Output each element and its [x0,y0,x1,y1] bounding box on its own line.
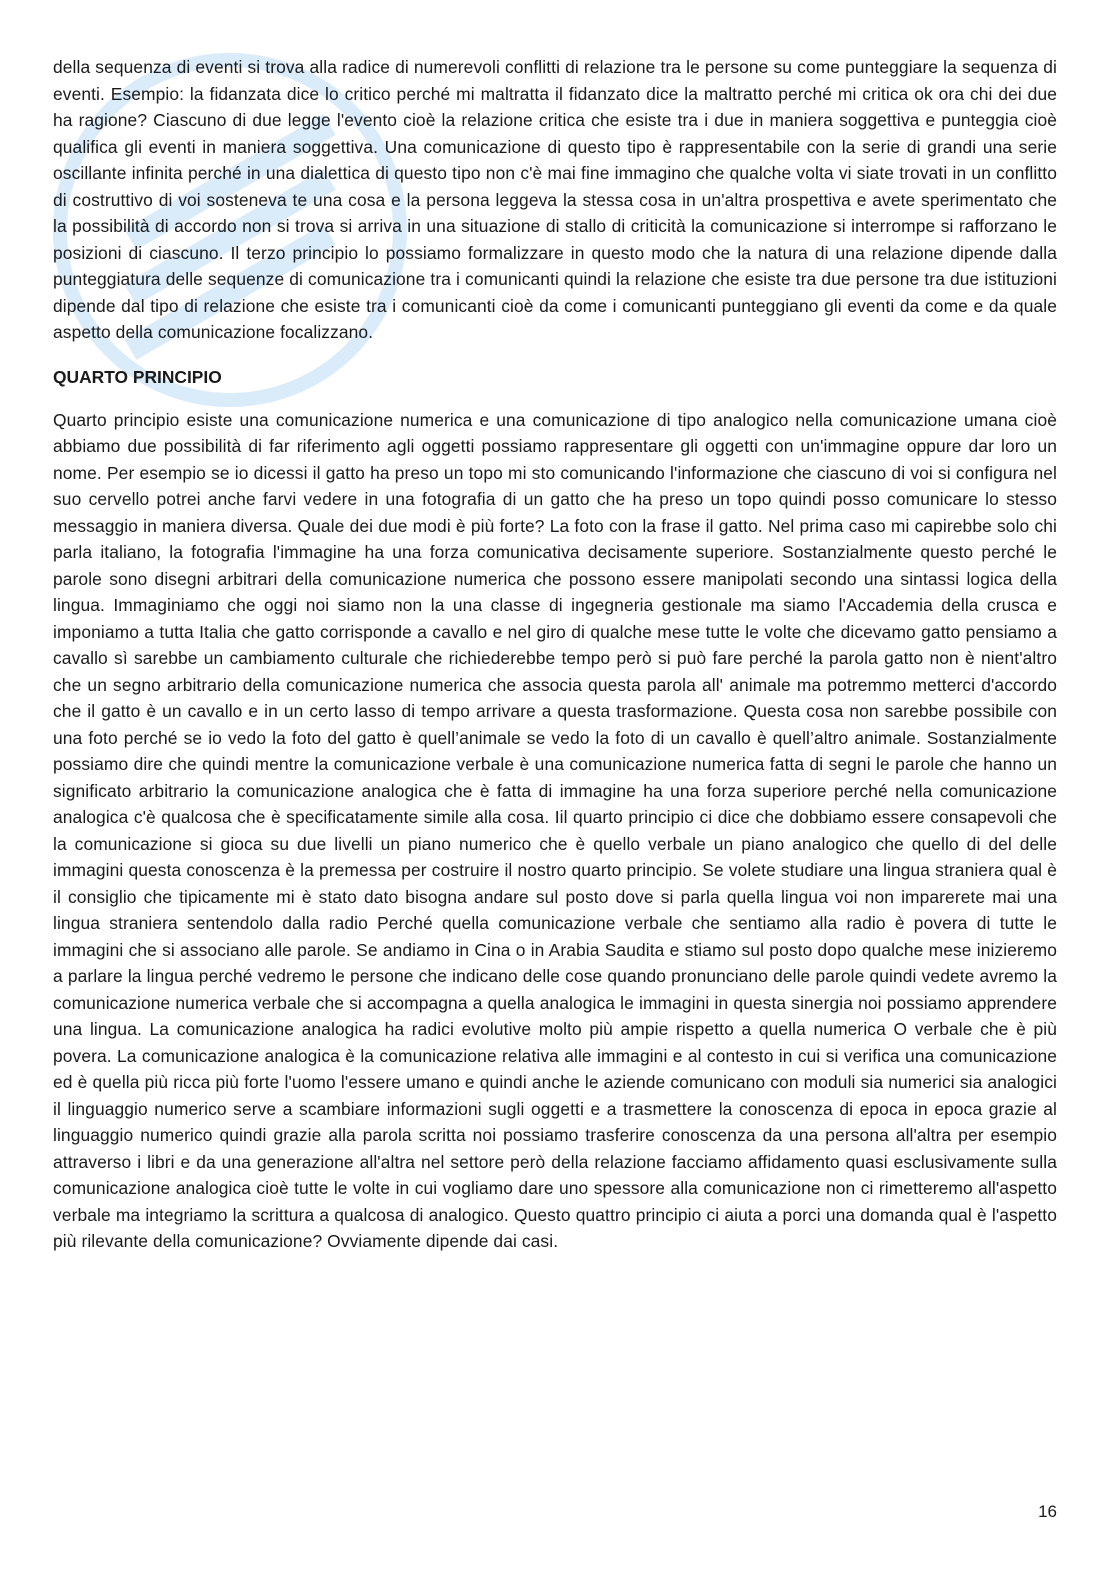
document-page [53,54,1057,1255]
page-number: 16 [1038,1502,1057,1521]
section-heading: QUARTO PRINCIPIO [53,366,222,387]
paragraph-continuation: della sequenza di eventi si trova alla radice di numerevoli conflitti di relazione tra le persone su come punteggiare la sequenza di eventi. Esempio: la fidanzata dice lo critico perché mi maltratta il fidanzato dice la maltratto perché mi critica ok ora chi dei due ha ragione? Ciascuno di due legge l'evento cioè la relazione critica che esiste tra i due in maniera soggettiva e punteggia cioè qualifica gli eventi in maniera soggettiva. Una comunicazione di questo tipo è rappresentabile con la serie di grandi una serie oscillante infinita perché in una dialettica di questo tipo non c'è mai fine immagino che qualche volta vi siate trovati in un conflitto di costruttivo di voi sosteneva te una cosa e la persona leggeva la stessa cosa in un'altra prospettiva e avete sperimentato che la possibilità di accordo non si trova si arriva in una situazione di stallo di criticità la comunicazione si interrompe si rafforzano le posizioni di ciascuno. Il terzo principio lo possiamo formalizzare in questo modo che la natura di una relazione dipende dalla punteggiatura delle sequenze di comunicazione tra i comunicanti quindi la relazione che esiste tra due persone tra due istituzioni dipende dal tipo di relazione che esiste tra i comunicanti cioè da come i comunicanti punteggiano gli eventi da come e da quale aspetto della comunicazione focalizzano. [53,57,1057,342]
paragraph-quarto-principio: Quarto principio esiste una comunicazione numerica e una comunicazione di tipo analogico nella comunicazione umana cioè abbiamo due possibilità di far riferimento agli oggetti possiamo rappresentare gli oggetti con un'immagine oppure dar loro un nome. Per esempio se io dicessi il gatto ha preso un topo mi sto comunicando l'informazione che ciascuno di voi si configura nel suo cervello potrei anche farvi vedere in una fotografia di un gatto che ha preso un topo quindi posso comunicare lo stesso messaggio in maniera diversa. Quale dei due modi è più forte? La foto con la frase il gatto. Nel prima caso mi capirebbe solo chi parla italiano, la fotografia l'immagine ha una forza comunicativa decisamente superiore. Sostanzialmente questo perché le parole sono disegni arbitrari della comunicazione numerica che possono essere manipolati secondo una sintassi logica della lingua. Immaginiamo che oggi noi siamo non la una classe di ingegneria gestionale ma siamo l'Accademia della crusca e imponiamo a tutta Italia che gatto corrisponde a cavallo e nel giro di qualche mese tutte le volte che dicevamo gatto pensiamo a cavallo sì sarebbe un cambiamento culturale che richiederebbe tempo però si può fare perché la parola gatto non è nient'altro che un segno arbitrario della comunicazione numerica che associa questa parola all' animale ma potremmo metterci d'accordo che il gatto è un cavallo e in un certo lasso di tempo arrivare a questa trasformazione. Questa cosa non sarebbe possibile con una foto perché se io vedo la foto del gatto è quell’animale se vedo la foto di un cavallo è quell’altro animale. Sostanzialmente possiamo dire che quindi mentre la comunicazione verbale è una comunicazione numerica fatta di segni le parole che hanno un significato arbitrario la comunicazione analogica che è fatta di immagine ha una forza superiore perché nella comunicazione analogica c'è qualcosa che è specificatamente simile alla cosa. Iil quarto principio ci dice che dobbiamo essere consapevoli che la comunicazione si gioca su due livelli un piano numerico che è quello verbale un piano analogico che quello di del delle immagini questa conoscenza è la premessa per costruire il nostro quarto principio. Se volete studiare una lingua straniera qual è il consiglio che tipicamente mi è stato dato bisogna andare sul posto dove si parla quella lingua voi non imparerete mai una lingua straniera sentendolo dalla radio Perché quella comunicazione verbale che sentiamo alla radio è povera di tutte le immagini che si associano alle parole. Se andiamo in Cina o in Arabia Saudita e stiamo sul posto dopo qualche mese inizieremo a parlare la lingua perché vedremo le persone che indicano delle cose quando pronunciano delle parole quindi vedete avremo la comunicazione numerica verbale che si accompagna a quella analogica le immagini in questa sinergia noi possiamo apprendere una lingua. La comunicazione analogica ha radici evolutive molto più ampie rispetto a quella numerica O verbale che è più povera. La comunicazione analogica è la comunicazione relativa alle immagini e al contesto in cui si verifica una comunicazione ed è quella più ricca più forte l'uomo l'essere umano e quindi anche le aziende comunicano con moduli sia numerici sia analogici il linguaggio numerico serve a scambiare informazioni sugli oggetti e a trasmettere la conoscenza di epoca in epoca grazie al linguaggio numerico quindi grazie alla parola scritta noi possiamo trasferire conoscenza da una persona all'altra per esempio attraverso i libri e da una generazione all'altra nel settore però della relazione facciamo affidamento quasi esclusivamente sulla comunicazione analogica cioè tutte le volte in cui vogliamo dare uno spessore alla comunicazione non ci rimetteremo all'aspetto verbale ma integriamo la scrittura a qualcosa di analogico. Questo quattro principio ci aiuta a porci una domanda qual è l'aspetto più rilevante della comunicazione? Ovviamente dipende dai casi. [53,409,1057,1251]
